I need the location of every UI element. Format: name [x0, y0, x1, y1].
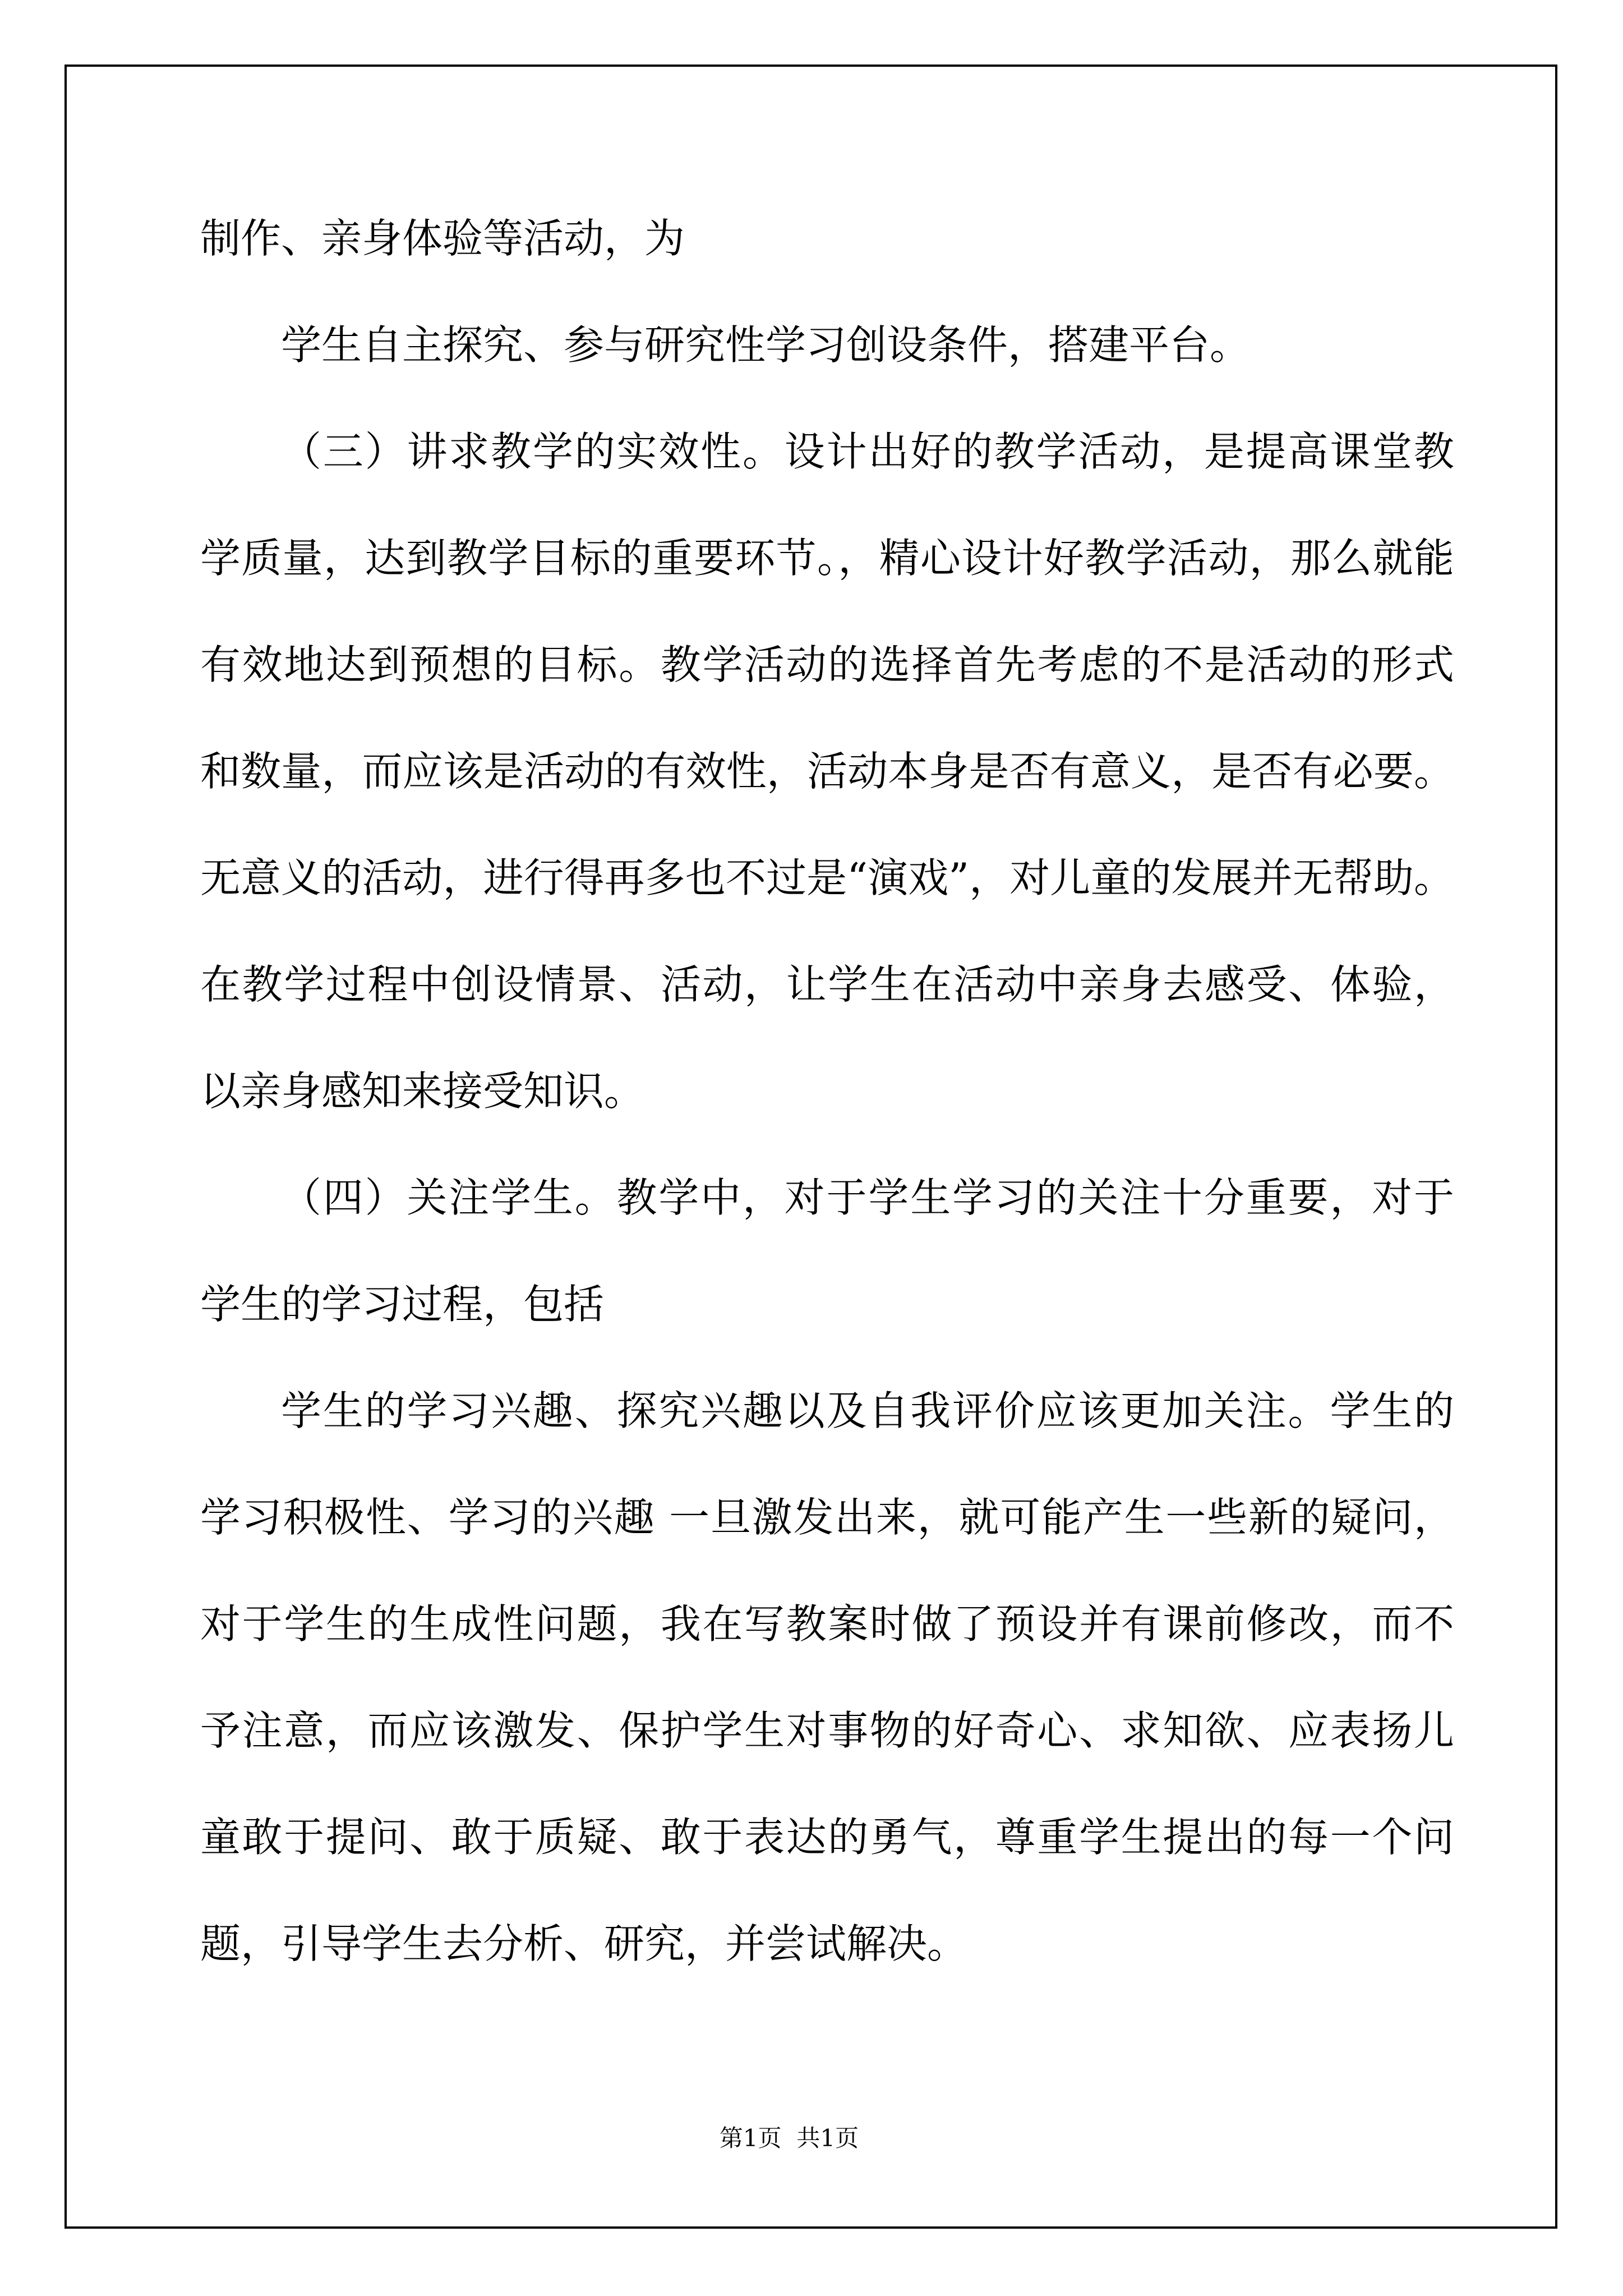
- text-line: 无意义的活动，进行得再多也不过是“演戏”，对儿童的发展并无帮助。: [200, 854, 1454, 901]
- text-line: 对于学生的生成性问题，我在写教案时做了预设并有课前修改，而不: [200, 1600, 1454, 1648]
- text-line: 童敢于提问、敢于质疑、敢于表达的勇气，尊重学生提出的每一个问: [200, 1814, 1454, 1861]
- text-line: 有效地达到预想的目标。教学活动的选择首先考虑的不是活动的形式: [200, 641, 1454, 688]
- text-line: 题，引导学生去分析、研究，并尝试解决。: [200, 1920, 968, 1967]
- text-line: （四）关注学生。教学中，对于学生学习的关注十分重要，对于: [281, 1174, 1454, 1221]
- text-line: 制作、亲身体验等活动，为: [200, 215, 685, 262]
- document-body: [200, 185, 1454, 1997]
- text-line: 学生自主探究、参与研究性学习创设条件，搭建平台。: [281, 321, 1251, 369]
- page-number-footer: 第1页 共1页: [719, 2124, 859, 2152]
- text-line: （三）讲求教学的实效性。设计出好的教学活动，是提高课堂教: [281, 428, 1454, 475]
- text-line: 和数量，而应该是活动的有效性，活动本身是否有意义，是否有必要。: [200, 748, 1454, 795]
- text-line: 予注意，而应该激发、保护学生对事物的好奇心、求知欲、应表扬儿: [200, 1707, 1454, 1754]
- text-line: 学生的学习过程，包括: [200, 1281, 605, 1328]
- text-line: 学质量，达到教学目标的重要环节。，精心设计好教学活动，那么就能: [200, 535, 1454, 582]
- text-line: 学习积极性、学习的兴趣 一旦激发出来，就可能产生一些新的疑问，: [200, 1494, 1454, 1541]
- text-line: 学生的学习兴趣、探究兴趣以及自我评价应该更加关注。学生的: [281, 1387, 1454, 1434]
- text-line: 以亲身感知来接受知识。: [200, 1068, 645, 1115]
- text-line: 在教学过程中创设情景、活动，让学生在活动中亲身去感受、体验，: [200, 961, 1454, 1008]
